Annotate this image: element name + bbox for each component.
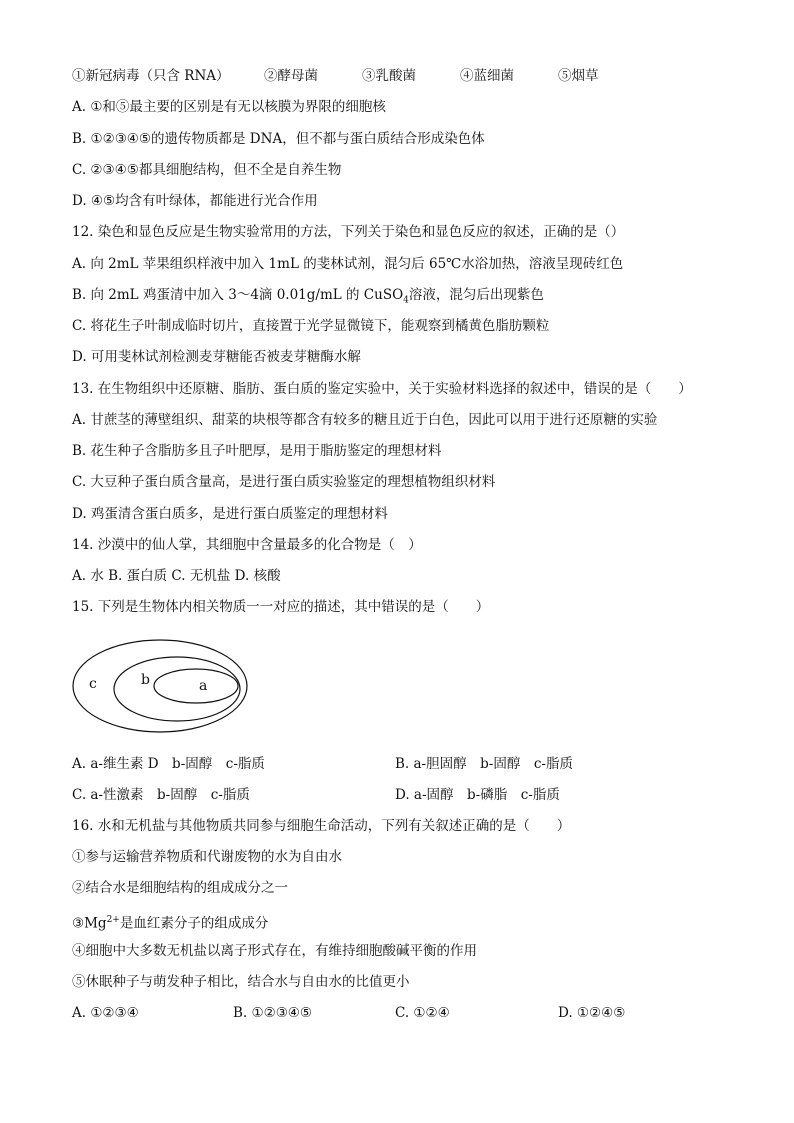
q16-statement-3-text: ③Mg <box>72 915 107 932</box>
q15-option-d: D. a-固醇 b-磷脂 c-脂质 <box>395 787 560 803</box>
q12-option-b-text: B. 向 2mL 鸡蛋清中加入 3～4滴 0.01g/mL 的 CuSO <box>72 287 404 303</box>
q13-option-d: D. 鸡蛋清含蛋白质多，是进行蛋白质鉴定的理想材料 <box>72 506 388 522</box>
q16-statement-5: ⑤休眠种子与萌发种子相比，结合水与自由水的比值更小 <box>72 974 410 990</box>
q16-statement-3-tail: 是血红素分子的组成成分 <box>119 915 269 932</box>
q12-option-c: C. 将花生子叶制成临时切片，直接置于光学显微镜下，能观察到橘黄色脂肪颗粒 <box>72 318 550 334</box>
q12-option-b <box>72 286 544 310</box>
q11-option-b: B. ①②③④⑤的遗传物质都是 DNA，但不都与蛋白质结合形成染色体 <box>72 131 485 147</box>
label-b: b <box>141 672 150 688</box>
label-a: a <box>199 678 208 694</box>
q16-statement-3-superscript: 2+ <box>106 915 120 925</box>
q16-option-d: D. ①②④⑤ <box>558 1005 626 1021</box>
q11-option-d: D. ④⑤均含有叶绿体，都能进行光合作用 <box>72 193 318 209</box>
q14-stem: 14. 沙漠中的仙人掌，其细胞中含量最多的化合物是（ ） <box>72 537 422 553</box>
q16-option-b: B. ①②③④⑤ <box>233 1005 313 1021</box>
q11-item-2: ②酵母菌 <box>264 68 318 84</box>
q16-statement-2: ②结合水是细胞结构的组成成分之一 <box>72 880 288 896</box>
q16-option-c: C. ①②④ <box>395 1005 450 1021</box>
q15-stem: 15. 下列是生物体内相关物质一一对应的描述，其中错误的是（ ） <box>72 599 490 615</box>
label-c: c <box>89 676 97 692</box>
q15-option-a: A. a-维生素 D b-固醇 c-脂质 <box>72 756 265 772</box>
q11-option-c: C. ②③④⑤都具细胞结构，但不全是自养生物 <box>72 162 342 178</box>
q15-option-c: C. a-性激素 b-固醇 c-脂质 <box>72 787 250 803</box>
ellipse-c <box>73 640 247 732</box>
q11-item-4: ④蓝细菌 <box>460 68 514 84</box>
q11-items <box>72 67 599 85</box>
q12-stem: 12. 染色和显色反应是生物实验常用的方法，下列关于染色和显色反应的叙述，正确的是（） <box>72 224 625 240</box>
q14-options: A. 水 B. 蛋白质 C. 无机盐 D. 核酸 <box>72 568 281 584</box>
q16-stem: 16. 水和无机盐与其他物质共同参与细胞生命活动，下列有关叙述正确的是（ ） <box>72 818 571 834</box>
q12-option-d: D. 可用斐林试剂检测麦芽糖能否被麦芽糖酶水解 <box>72 349 361 365</box>
q12-option-b-subscript: 4 <box>403 295 409 306</box>
q11-item-3: ③乳酸菌 <box>362 68 416 84</box>
q15-option-b: B. a-胆固醇 b-固醇 c-脂质 <box>395 756 573 772</box>
q13-option-c: C. 大豆种子蛋白质含量高，是进行蛋白质实验鉴定的理想植物组织材料 <box>72 474 496 490</box>
q16-statement-3 <box>72 911 268 933</box>
q16-statement-1: ①参与运输营养物质和代谢废物的水为自由水 <box>72 849 342 865</box>
q11-option-a: A. ①和⑤最主要的区别是有无以核膜为界限的细胞核 <box>72 99 386 115</box>
q13-stem: 13. 在生物组织中还原糖、脂肪、蛋白质的鉴定实验中，关于实验材料选择的叙述中，错误的是（ ） <box>72 381 692 397</box>
ellipse-b <box>114 657 240 721</box>
q16-option-a: A. ①②③④ <box>72 1005 139 1021</box>
q13-option-a: A. 甘蔗茎的薄壁组织、甜菜的块根等都含有较多的糖且近于白色，因此可以用于进行还原糖的实验 <box>72 412 658 428</box>
q12-option-b-tail: 溶液，混匀后出现紫色 <box>408 287 544 303</box>
q12-option-a: A. 向 2mL 苹果组织样液中加入 1mL 的斐林试剂，混匀后 65℃水浴加热，溶液呈现砖红色 <box>72 256 624 272</box>
q16-statement-4: ④细胞中大多数无机盐以离子形式存在，有维持细胞酸碱平衡的作用 <box>72 943 477 959</box>
q11-item-5: ⑤烟草 <box>558 68 599 84</box>
q11-item-1: ①新冠病毒（只含 RNA） <box>72 68 230 84</box>
q13-option-b: B. 花生种子含脂肪多且子叶肥厚，是用于脂肪鉴定的理想材料 <box>72 443 442 459</box>
nested-ellipse-diagram <box>72 636 262 734</box>
ellipse-a <box>154 669 238 703</box>
